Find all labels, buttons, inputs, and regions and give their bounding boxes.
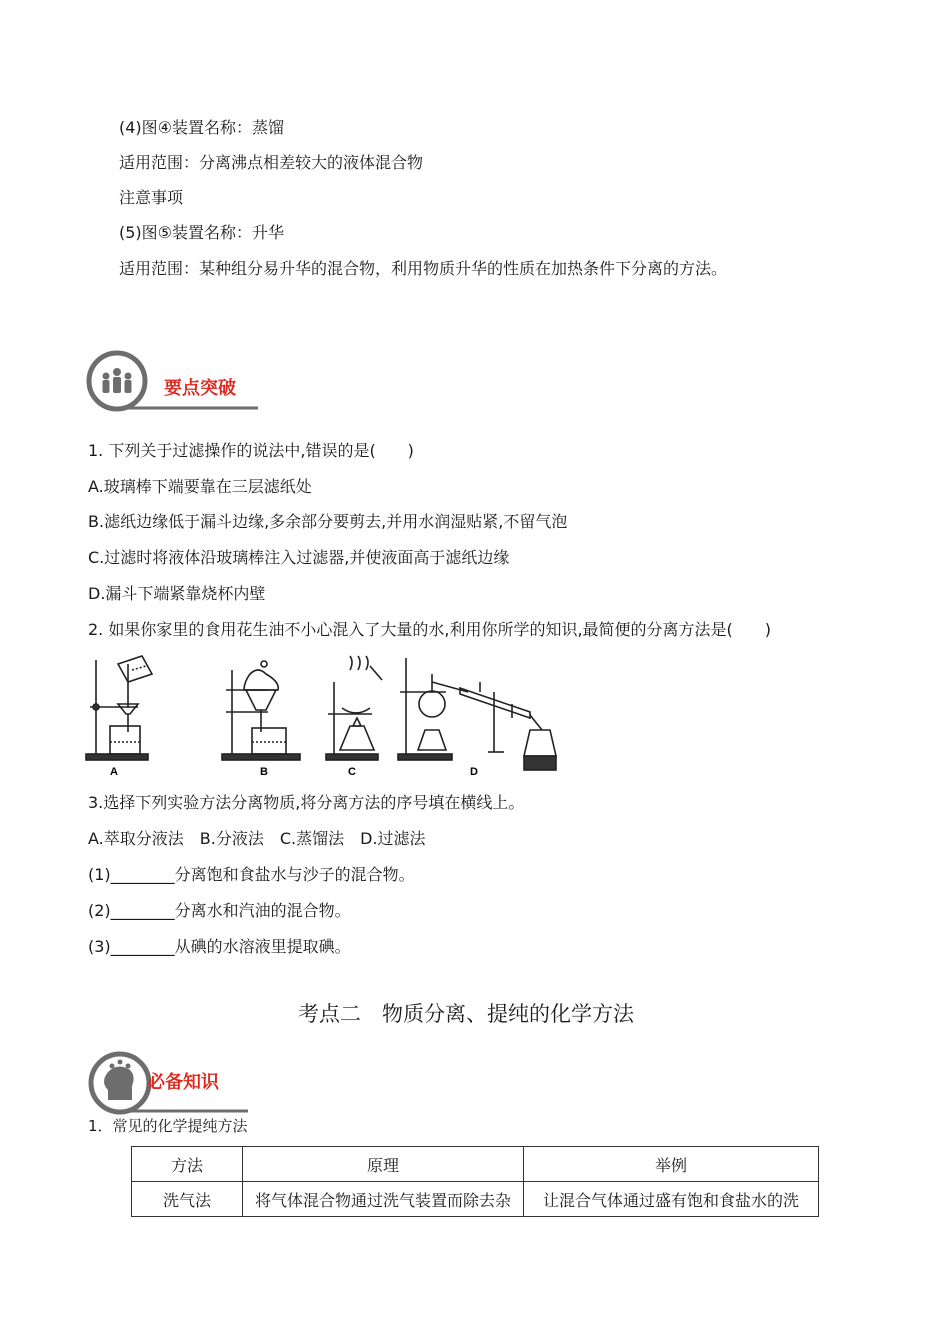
section-title: 考点二 物质分离、提纯的化学方法 <box>298 1002 634 1026</box>
distillation-notes: 注意事项 <box>119 188 184 207</box>
figure-label-a: A <box>110 766 118 778</box>
sublimation-heading: (5)图⑤装置名称：升华 <box>119 223 285 242</box>
question-3-item-2: (2)________分离水和汽油的混合物。 <box>88 901 351 920</box>
table-header-method: 方法 <box>132 1147 243 1182</box>
table-cell-example: 让混合气体通过盛有饱和食盐水的洗 <box>524 1182 819 1217</box>
question-3-item-3: (3)________从碘的水溶液里提取碘。 <box>88 937 351 956</box>
table-cell-principle: 将气体混合物通过洗气装置而除去杂 <box>243 1182 524 1217</box>
subsection-title: 1．常见的化学提纯方法 <box>88 1117 248 1135</box>
figure-label-d: D <box>470 766 478 778</box>
key-points-title: 要点突破 <box>164 378 236 399</box>
separatory-funnel-apparatus <box>222 661 300 760</box>
essential-knowledge-title: 必备知识 <box>147 1072 219 1093</box>
table-cell-method: 洗气法 <box>132 1182 243 1217</box>
distillation-apparatus <box>398 658 556 770</box>
question-1-option-c: C.过滤时将液体沿玻璃棒注入过滤器,并使液面高于滤纸边缘 <box>88 548 510 567</box>
evaporation-apparatus <box>326 656 382 760</box>
sublimation-scope: 适用范围：某种组分易升华的混合物，利用物质升华的性质在加热条件下分离的方法。 <box>119 259 728 278</box>
table-header-row <box>132 1147 819 1182</box>
table-row <box>132 1182 819 1217</box>
question-3-item-1: (1)________分离饱和食盐水与沙子的混合物。 <box>88 865 415 884</box>
question-2-stem: 2. 如果你家里的食用花生油不小心混入了大量的水,利用你所学的知识,最简便的分离方法是( ) <box>88 620 772 639</box>
apparatus-figure <box>80 652 560 780</box>
distillation-heading: (4)图④装置名称：蒸馏 <box>119 118 285 137</box>
question-3-options: A.萃取分液法 B.分液法 C.蒸馏法 D.过滤法 <box>88 829 426 848</box>
question-1-option-a: A.玻璃棒下端要靠在三层滤纸处 <box>88 477 312 496</box>
figure-label-c: C <box>348 766 356 778</box>
question-3-stem: 3.选择下列实验方法分离物质,将分离方法的序号填在横线上。 <box>88 793 525 812</box>
distillation-scope: 适用范围：分离沸点相差较大的液体混合物 <box>119 153 424 172</box>
table-header-example: 举例 <box>524 1147 819 1182</box>
question-1-option-b: B.滤纸边缘低于漏斗边缘,多余部分要剪去,并用水润湿贴紧,不留气泡 <box>88 512 568 531</box>
purification-methods-table <box>131 1146 819 1217</box>
filtration-apparatus <box>86 656 152 760</box>
table-header-principle: 原理 <box>243 1147 524 1182</box>
figure-label-b: B <box>260 766 268 778</box>
question-1-stem: 1. 下列关于过滤操作的说法中,错误的是( ) <box>88 441 414 460</box>
question-1-option-d: D.漏斗下端紧靠烧杯内壁 <box>88 584 266 603</box>
